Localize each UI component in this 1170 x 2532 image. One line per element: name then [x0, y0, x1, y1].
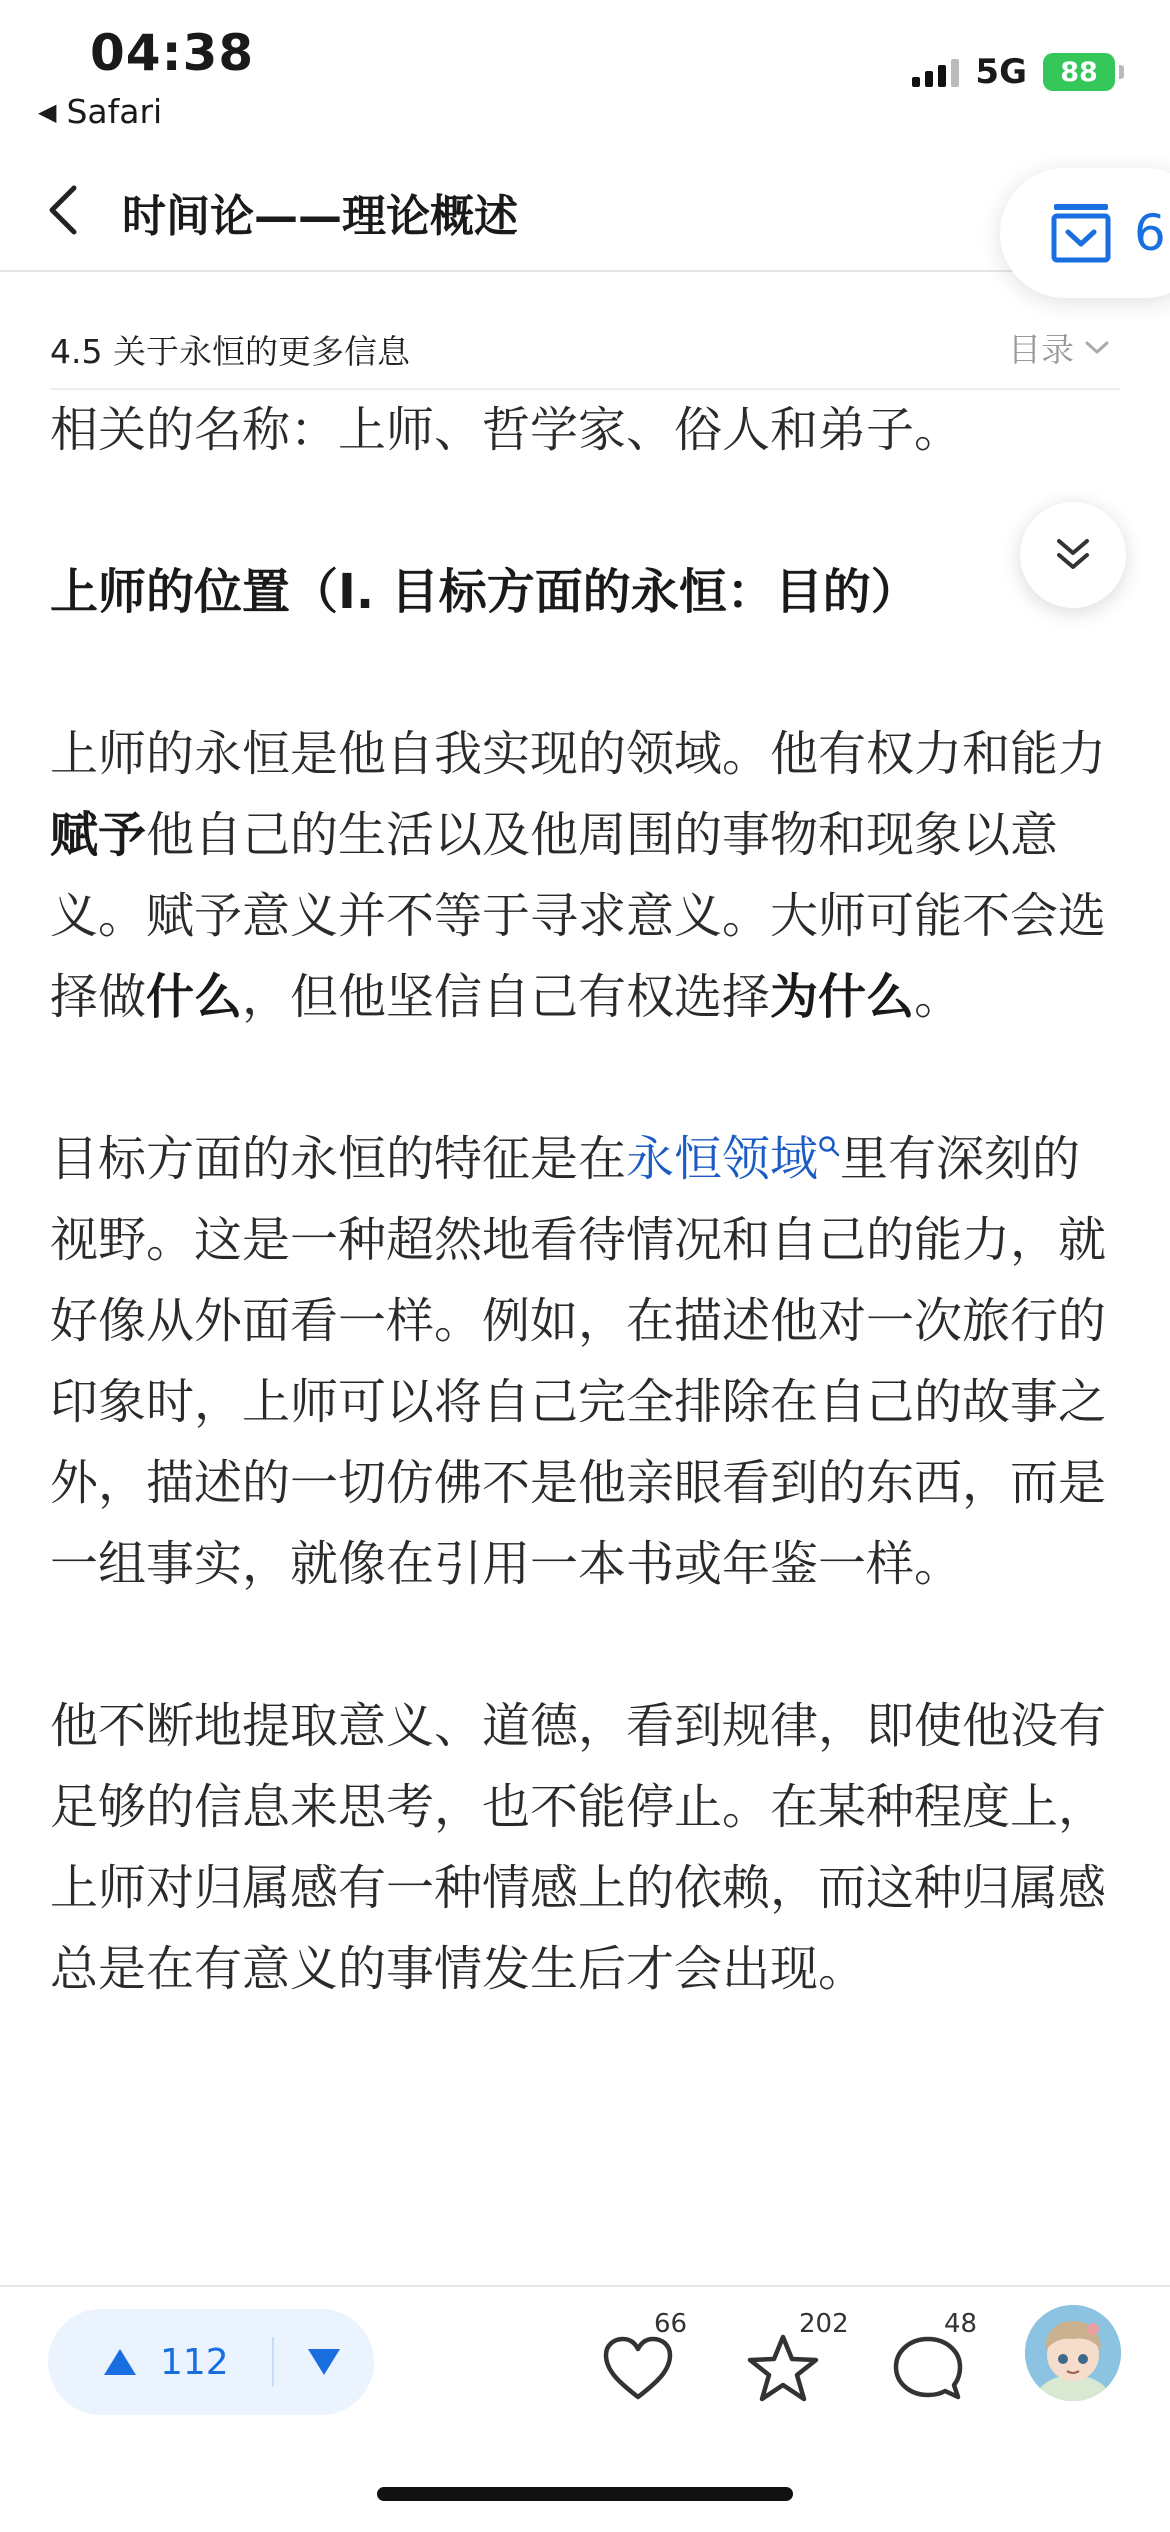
- cellular-signal-icon: [912, 57, 959, 87]
- chevron-down-icon: [1084, 340, 1110, 356]
- toc-bar: [50, 318, 1120, 390]
- search-icon: [818, 1135, 840, 1157]
- triangle-up-icon: [102, 2347, 138, 2377]
- scroll-down-button[interactable]: [1020, 502, 1126, 608]
- collection-count: 6: [1134, 204, 1166, 262]
- back-to-app-link[interactable]: [38, 92, 162, 131]
- avatar[interactable]: [1025, 2305, 1121, 2401]
- star-icon: [745, 2333, 821, 2403]
- vote-control: [48, 2309, 374, 2415]
- status-indicators: [912, 52, 1115, 92]
- status-time: 04:38: [90, 24, 255, 82]
- toc-label: 目录: [1008, 330, 1074, 369]
- comment-button[interactable]: [890, 2311, 980, 2411]
- favorite-button[interactable]: [745, 2309, 849, 2411]
- p1-text-e: 。: [914, 969, 963, 1025]
- p1-text-a: 上师的永恒是他自我实现的领域。他有权力和能力: [50, 726, 1107, 782]
- comment-count: 48: [944, 2309, 978, 2339]
- upvote-button[interactable]: [48, 2309, 272, 2415]
- intro-text: 相关的名称：上师、哲学家、俗人和弟子。: [50, 402, 963, 458]
- collection-box-icon: [1050, 202, 1112, 264]
- p1-text-c: 他自己的生活以及他周围的事物和现象以意义。赋予意义并不等于寻求意义。大师可能不会选择做: [50, 807, 1107, 1025]
- back-triangle-icon: ◀: [38, 97, 57, 126]
- p1-text-d: ，但他坚信自己有权选择: [242, 969, 771, 1025]
- battery-icon: [1043, 53, 1115, 91]
- paragraph-1: [50, 714, 1120, 1038]
- p2-text-a: 目标方面的永恒的特征是在: [50, 1131, 627, 1187]
- p1-bold-3: 为什么: [770, 969, 915, 1025]
- p1-bold-1: 赋予: [50, 807, 147, 863]
- upvote-count: 112: [160, 2341, 229, 2383]
- comment-bubble-icon: [890, 2333, 966, 2403]
- current-section-title: 4.5 关于永恒的更多信息: [50, 332, 410, 371]
- chevron-left-icon: [44, 180, 84, 240]
- double-chevron-down-icon: [1054, 535, 1092, 575]
- downvote-button[interactable]: [274, 2309, 374, 2415]
- like-count: 66: [654, 2309, 688, 2339]
- article-body: [50, 390, 1120, 2091]
- status-bar: [0, 0, 1170, 150]
- back-app-label: Safari: [66, 92, 163, 131]
- home-indicator[interactable]: [377, 2487, 793, 2501]
- section-heading: 上师的位置（I. 目标方面的永恒：目的）: [50, 564, 919, 620]
- paragraph-3: 他不断地提取意义、道德，看到规律，即使他没有足够的信息来思考，也不能停止。在某种程度上，上师对归属感有一种情感上的依赖，而这种归属感总是在有意义的事情发生后才会出现。: [50, 1698, 1107, 1997]
- collection-button[interactable]: [1000, 168, 1170, 298]
- p1-bold-2: 什么: [146, 969, 243, 1025]
- user-avatar-illustration: [1025, 2305, 1121, 2401]
- triangle-down-icon: [306, 2347, 342, 2377]
- toc-button[interactable]: [1008, 324, 1110, 371]
- page-title: 时间论——理论概述: [122, 191, 518, 242]
- battery-level: 88: [1060, 56, 1098, 88]
- favorite-count: 202: [799, 2309, 849, 2339]
- like-button[interactable]: [600, 2311, 690, 2411]
- heart-icon: [600, 2333, 676, 2403]
- p2-text-b: 里有深刻的视野。这是一种超然地看待情况和自己的能力，就好像从外面看一样。例如，在描述他对一次旅行的印象时，上师可以将自己完全排除在自己的故事之外，描述的一切仿佛不是他亲眼看到的东西，而是一组事实，就像在引用一本书或年鉴一样。: [50, 1131, 1107, 1592]
- nav-header: [0, 150, 1170, 272]
- paragraph-intro: [50, 390, 1120, 471]
- paragraph-2: [50, 1119, 1120, 1605]
- network-type: 5G: [975, 52, 1027, 92]
- back-button[interactable]: [44, 180, 84, 240]
- eternity-domain-link[interactable]: 永恒领域: [626, 1131, 819, 1187]
